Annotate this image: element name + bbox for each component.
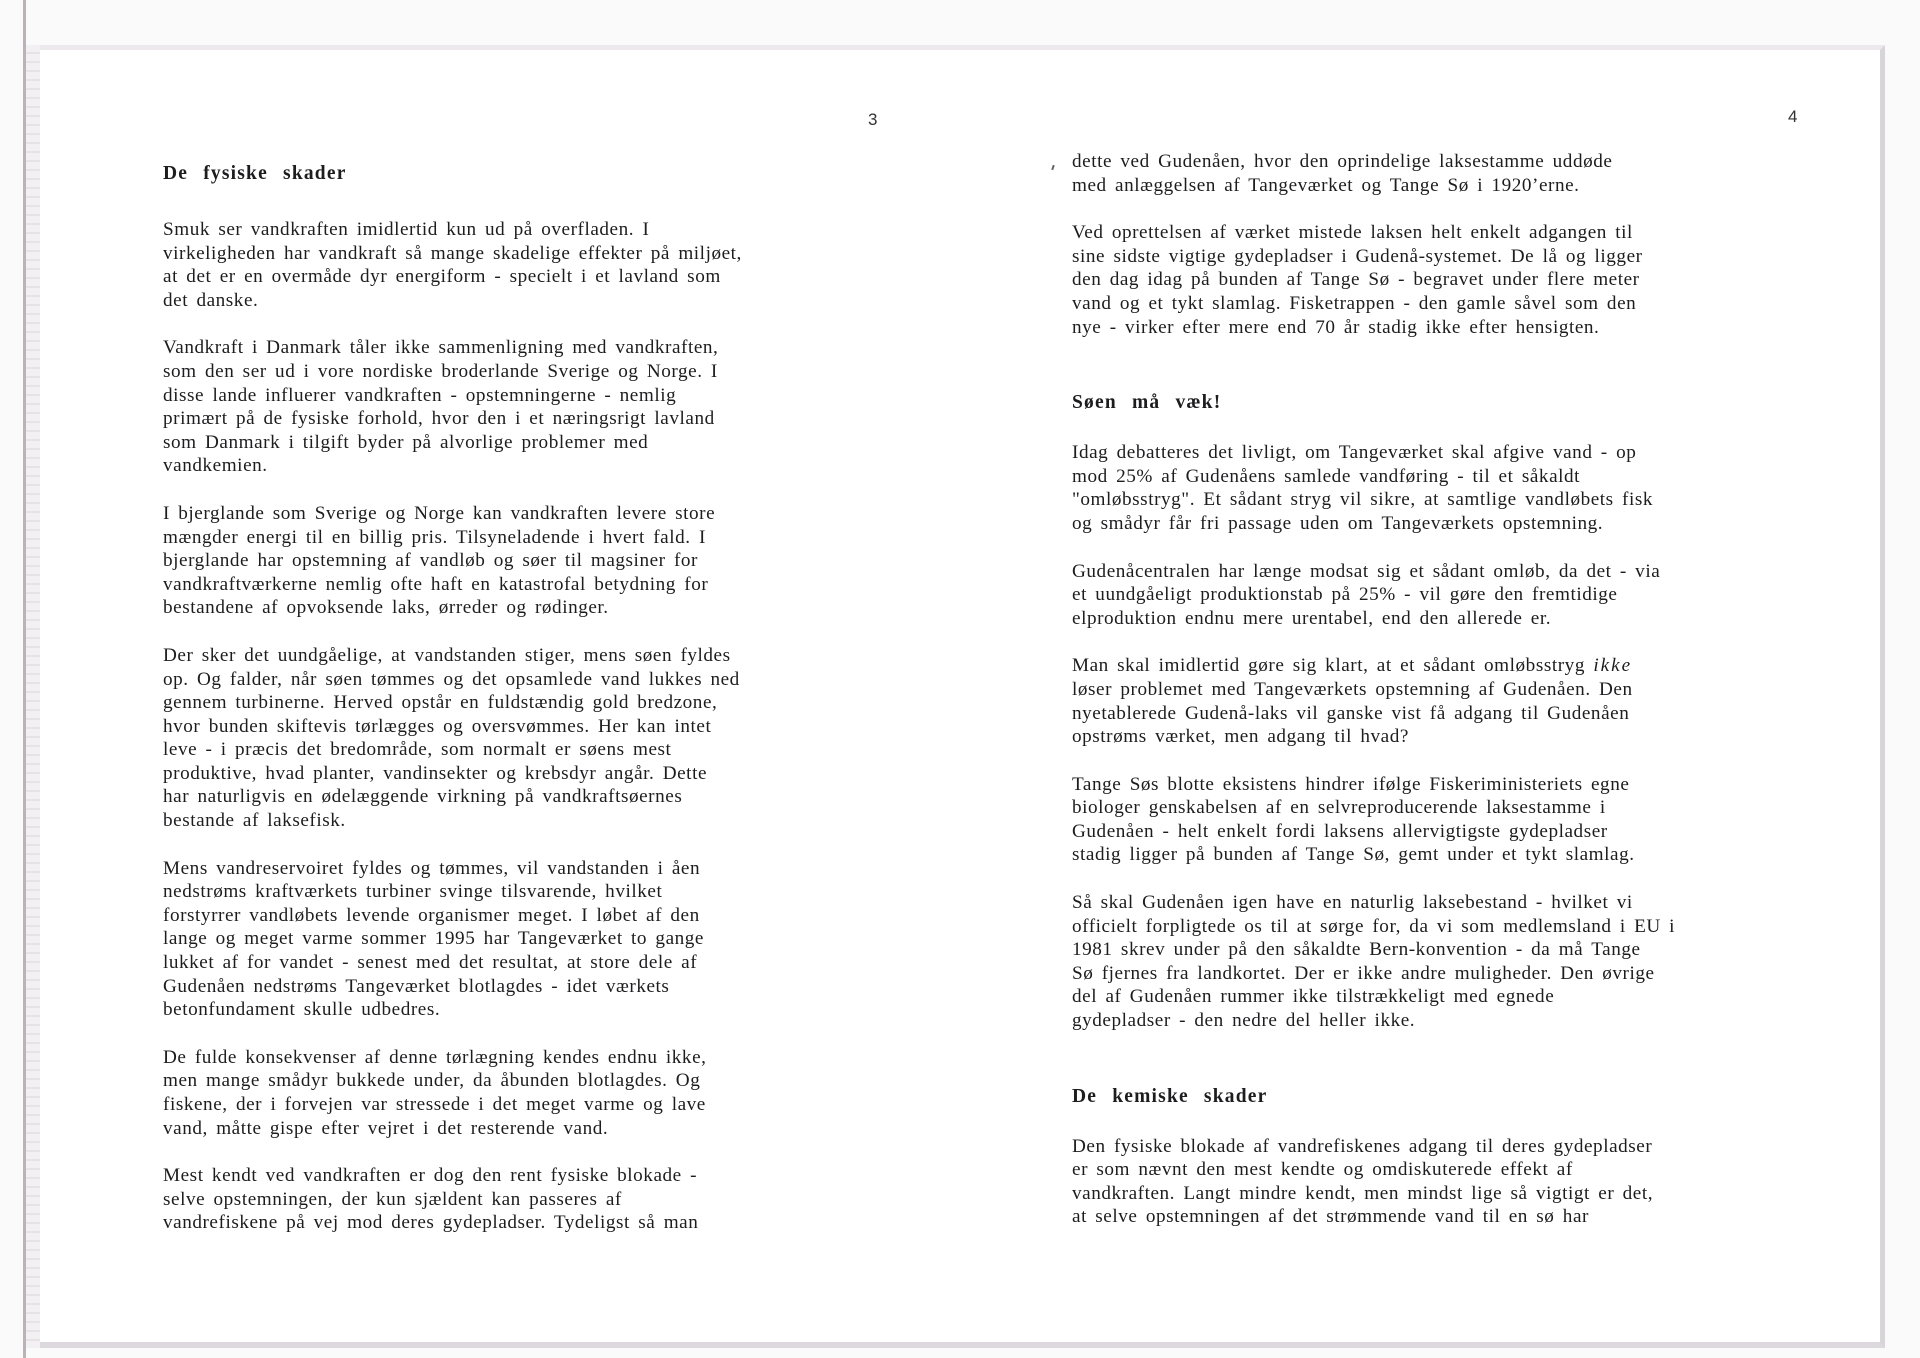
paragraph: Tange Søs blotte eksistens hindrer ifølge Fiskeriministeriets egne biologer genskabelsen af en selvreproducerende laksestamme i Gudenåen - helt enkelt fordi laksens allervigtigste gydepladser stadig ligger på bunden af Tange Sø, gemt under et tykt slamlag. (1072, 773, 1635, 866)
text-span: løser problemet med Tangeværkets opstemning af Gudenåen. Den nyetablerede Gudenå-laks vil ganske vist få adgang til Gudenåen opstrøms værket, men adgang til hvad? (1072, 678, 1633, 748)
page-number-right: 4 (1788, 107, 1798, 126)
text-span: Man skal imidlertid gøre sig klart, at et sådant omløbsstryg (1072, 655, 1594, 677)
paragraph: Smuk ser vandkraften imidlertid kun ud på overfladen. I virkeligheden har vandkraft så mange skadelige effekter på miljøet, at det er en overmåde dyr energiform - specielt i et lavland som det danske. (163, 219, 742, 311)
paragraph: De fulde konsekvenser af denne tørlægning kendes endnu ikke, men mange smådyr bukkede under, da åbunden blotlagdes. Og fiskene, der i forvejen var stressede i det meget varme og lave vand, måtte gispe efter vejret i det resterende vand. (163, 1046, 707, 1139)
paragraph: Mens vandreservoiret fyldes og tømmes, vil vandstanden i åen nedstrøms kraftværkets turbiner svinge tilsvarende, hvilket forstyrrer vandløbets levende organismer meget. I løbet af den lange og meget varme sommer 1995 har Tangeværket to gange lukket af for vandet - senest med det resultat, at store dele af Gudenåen nedstrøms Tangeværket blotlagdes - idet værkets betonfundament skulle udbedres. (163, 857, 704, 1021)
emphasized-word: ikke (1593, 655, 1633, 677)
left-page-column (163, 162, 823, 1259)
paragraph: Ved oprettelsen af værket mistede laksen helt enkelt adgangen til sine sidste vigtige gydepladser i Gudenå-systemet. De lå og ligger den dag idag på bunden af Tange Sø - begravet under flere meter vand og et tykt slamlag. Fisketrappen - den gamle såvel som den nye - virker efter mere end 70 år stadig ikke efter hensigten. (1072, 222, 1643, 338)
page-number-left: 3 (868, 110, 878, 129)
paragraph: Der sker det uundgåelige, at vandstanden stiger, mens søen fyldes op. Og falder, når søen tømmes og det opsamlede vand lukkes ned gennem turbinerne. Herved opstår en fuldstændig gold bredzone, hvor bunden skiftevis tørlægges og oversvømmes. Her kan intet leve - i præcis det bredområde, som normalt er søens mest produktive, hvad planter, vandinsekter og krebsdyr angår. Dette har naturligvis en ødelæggende virkning på vandkraftsøernes bestande af laksefisk. (163, 644, 740, 832)
paragraph: Den fysiske blokade af vandrefiskenes adgang til deres gydepladser er som nævnt den mest kendte og omdiskuterede effekt af vandkraften. Langt mindre kendt, men mindst lige så vigtigt er det, at selve opstemningen af det strømmende vand til en sø har (1072, 1135, 1654, 1228)
right-page-column (1072, 150, 1732, 1253)
section-heading-lake-must-go: Søen må væk! (1072, 392, 1222, 414)
paragraph-with-emphasis (1072, 654, 1732, 748)
paragraph: dette ved Gudenåen, hvor den oprindelige laksestamme uddøde med anlæggelsen af Tangeværket og Tange Sø i 1920’erne. (1072, 151, 1613, 196)
section-heading-physical-damage: De fysiske skader (163, 163, 347, 184)
paragraph: Vandkraft i Danmark tåler ikke sammenligning med vandkraften, som den ser ud i vore nordiske broderlande Sverige og Norge. I disse lande influerer vandkraften - opstemningerne - nemlig primært på de fysiske forhold, hvor den i et næringsrigt lavland som Danmark i tilgift byder på alvorlige problemer med vandkemien. (163, 337, 719, 477)
paragraph: I bjerglande som Sverige og Norge kan vandkraften levere store mængder energi til en billig pris. Tilsyneladende i hvert fald. I bjerglande har opstemning af vandløb og søer til magsiner for vandkraftværkerne nemlig ofte haft en katastrofal betydning for bestandene af opvoksende laks, ørreder og rødinger. (163, 502, 716, 619)
paragraph: Idag debatteres det livligt, om Tangeværket skal afgive vand - op mod 25% af Gudenåens samlede vandføring - til et såkaldt "omløbsstryg". Et sådant stryg vil sikre, at samtlige vandløbets fisk og smådyr får fri passage uden om Tangeværkets opstemning. (1072, 442, 1654, 534)
paragraph: Mest kendt ved vandkraften er dog den rent fysiske blokade - selve opstemningen, der kun sjældent kan passeres af vandrefiskene på vej mod deres gydepladser. Tydeligst så man (163, 1165, 699, 1234)
paragraph: Gudenåcentralen har længe modsat sig et sådant omløb, da det - via et uundgåeligt produktionstab på 25% - vil gøre den fremtidige elproduktion endnu mere urentabel, end den allerede er. (1072, 560, 1661, 629)
section-heading-chemical-damage: De kemiske skader (1072, 1085, 1268, 1107)
binding-strip (26, 45, 40, 1348)
paragraph: Så skal Gudenåen igen have en naturlig laksebestand - hvilket vi officielt forpligtede os til at sørge for, da vi som medlemsland i EU i 1981 skrev under på den såkaldte Bern-konvention - da må Tange Sø fjernes fra landkortet. Der er ikke andre muligheder. Den øvrige del af Gudenåen rummer ikke tilstrækkeligt med egnede gydepladser - den nedre del heller ikke. (1072, 892, 1676, 1032)
